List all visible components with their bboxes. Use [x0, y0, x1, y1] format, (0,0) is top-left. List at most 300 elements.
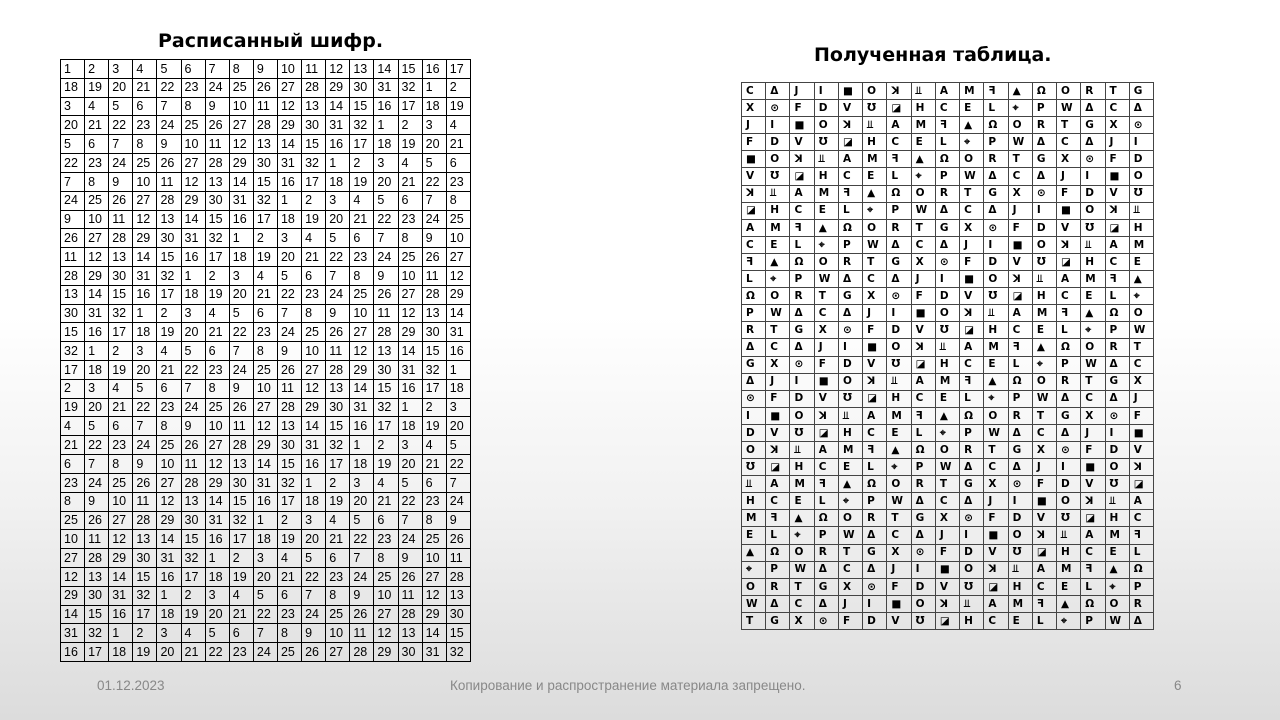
table-cell: 13	[157, 210, 181, 229]
table-cell: 9	[61, 210, 85, 229]
table-cell: 4	[398, 154, 422, 173]
table-cell: 32	[181, 549, 205, 568]
table-cell: 14	[350, 379, 374, 398]
table-cell: 29	[205, 473, 229, 492]
symbol-cell: X	[1057, 151, 1081, 168]
table-row	[742, 236, 1154, 253]
symbol-cell: C	[814, 459, 838, 476]
symbol-cell: C	[960, 356, 984, 373]
table-cell: 24	[253, 643, 277, 662]
table-cell: 9	[133, 455, 157, 474]
table-row	[742, 271, 1154, 288]
table-cell: 28	[302, 78, 326, 97]
symbol-cell: T	[1008, 151, 1032, 168]
table-cell: 20	[133, 361, 157, 380]
table-cell: 12	[277, 97, 301, 116]
symbol-cell: P	[790, 271, 814, 288]
table-cell: 32	[109, 304, 133, 323]
table-cell: 21	[157, 361, 181, 380]
symbol-cell: P	[1081, 612, 1105, 629]
symbol-cell: ꓘ	[1105, 202, 1129, 219]
table-cell: 3	[446, 398, 470, 417]
table-cell: 26	[374, 285, 398, 304]
table-cell: 30	[61, 304, 85, 323]
symbol-cell: ⊙	[863, 578, 887, 595]
symbol-cell: A	[790, 185, 814, 202]
symbol-cell: ⊙	[911, 544, 935, 561]
symbol-cell: L	[1129, 544, 1153, 561]
symbol-cell: F	[766, 390, 790, 407]
symbol-cell: ꓘ	[911, 339, 935, 356]
table-cell: 23	[181, 78, 205, 97]
symbol-cell: R	[960, 441, 984, 458]
symbol-cell: ⫫	[838, 407, 862, 424]
table-cell: 17	[253, 210, 277, 229]
table-cell: 25	[350, 285, 374, 304]
table-cell: 18	[229, 248, 253, 267]
symbol-cell: ꓘ	[1129, 459, 1153, 476]
symbol-cell: Ω	[984, 117, 1008, 134]
table-cell: 22	[229, 323, 253, 342]
table-cell: 28	[446, 567, 470, 586]
table-cell: 11	[205, 135, 229, 154]
table-cell: 32	[326, 436, 350, 455]
symbol-cell: Δ	[766, 595, 790, 612]
symbol-cell: R	[887, 219, 911, 236]
symbol-cell: H	[1008, 578, 1032, 595]
table-row	[61, 248, 471, 267]
table-cell: 17	[157, 285, 181, 304]
table-cell: 27	[326, 643, 350, 662]
symbol-cell: H	[1129, 219, 1153, 236]
symbol-cell: W	[911, 202, 935, 219]
symbol-cell: L	[1057, 322, 1081, 339]
table-cell: 26	[109, 191, 133, 210]
table-cell: 22	[157, 78, 181, 97]
symbol-cell: T	[1129, 339, 1153, 356]
table-cell: 8	[350, 266, 374, 285]
symbol-cell: ■	[1057, 202, 1081, 219]
table-cell: 21	[326, 530, 350, 549]
symbol-cell: Ω	[766, 544, 790, 561]
table-row	[742, 476, 1154, 493]
symbol-cell: L	[838, 202, 862, 219]
symbol-cell: Ʊ	[1032, 253, 1056, 270]
symbol-cell: Δ	[1057, 424, 1081, 441]
symbol-cell: ▲	[911, 151, 935, 168]
symbol-cell: L	[766, 527, 790, 544]
table-cell: 4	[181, 624, 205, 643]
symbol-cell: ⊙	[790, 356, 814, 373]
symbol-cell: Δ	[814, 561, 838, 578]
symbol-cell: R	[1032, 117, 1056, 134]
table-cell: 12	[109, 530, 133, 549]
symbol-cell: J	[935, 527, 959, 544]
table-cell: 13	[374, 342, 398, 361]
table-cell: 8	[446, 191, 470, 210]
table-cell: 11	[133, 492, 157, 511]
symbol-cell: ꓘ	[1032, 527, 1056, 544]
table-cell: 17	[61, 361, 85, 380]
table-cell: 26	[85, 511, 109, 530]
symbol-cell: ꓘ	[814, 407, 838, 424]
symbol-cell: R	[1008, 407, 1032, 424]
table-cell: 27	[422, 567, 446, 586]
symbol-cell: I	[887, 305, 911, 322]
table-row	[742, 527, 1154, 544]
table-cell: 11	[398, 586, 422, 605]
table-cell: 4	[374, 473, 398, 492]
symbol-cell: O	[742, 578, 766, 595]
table-cell: 22	[302, 567, 326, 586]
symbol-cell: P	[935, 168, 959, 185]
table-cell: 30	[109, 266, 133, 285]
table-cell: 16	[157, 567, 181, 586]
symbol-cell: R	[863, 510, 887, 527]
symbol-cell: ■	[1129, 424, 1153, 441]
symbol-cell: O	[790, 407, 814, 424]
table-cell: 30	[181, 511, 205, 530]
symbol-cell: M	[911, 117, 935, 134]
table-cell: 30	[253, 154, 277, 173]
symbol-cell: ⌖	[838, 493, 862, 510]
symbol-cell: Ω	[887, 185, 911, 202]
symbol-cell: Ʊ	[935, 322, 959, 339]
table-cell: 29	[181, 191, 205, 210]
symbol-cell: O	[911, 185, 935, 202]
symbol-cell: T	[960, 185, 984, 202]
symbol-cell: M	[766, 219, 790, 236]
symbol-cell: ꟻ	[1032, 595, 1056, 612]
table-cell: 9	[398, 549, 422, 568]
symbol-cell: Δ	[1105, 356, 1129, 373]
symbol-cell: ◪	[766, 459, 790, 476]
table-cell: 19	[350, 172, 374, 191]
symbol-cell: Δ	[935, 202, 959, 219]
symbol-cell: ⌖	[935, 424, 959, 441]
symbol-cell: W	[887, 493, 911, 510]
table-row	[61, 97, 471, 116]
symbol-cell: V	[911, 322, 935, 339]
table-cell: 24	[398, 530, 422, 549]
symbol-cell: ■	[935, 561, 959, 578]
symbol-cell: J	[742, 117, 766, 134]
symbol-cell: G	[838, 288, 862, 305]
table-row	[742, 373, 1154, 390]
table-cell: 4	[253, 266, 277, 285]
table-cell: 25	[229, 78, 253, 97]
table-cell: 29	[422, 605, 446, 624]
table-cell: 18	[157, 605, 181, 624]
symbol-cell: ◪	[911, 356, 935, 373]
symbol-cell: O	[1081, 202, 1105, 219]
symbol-cell: O	[1081, 339, 1105, 356]
table-cell: 32	[374, 398, 398, 417]
symbol-cell: C	[1129, 356, 1153, 373]
table-cell: 23	[374, 530, 398, 549]
table-cell: 6	[398, 191, 422, 210]
table-cell: 21	[302, 248, 326, 267]
table-cell: 8	[277, 624, 301, 643]
table-cell: 1	[229, 229, 253, 248]
table-row	[742, 288, 1154, 305]
symbol-cell: Ω	[1032, 83, 1056, 100]
symbol-cell: H	[887, 390, 911, 407]
symbol-cell: M	[790, 476, 814, 493]
table-cell: 6	[181, 60, 205, 79]
table-cell: 30	[422, 323, 446, 342]
table-cell: 11	[181, 455, 205, 474]
table-cell: 6	[205, 342, 229, 361]
symbol-cell: M	[1129, 236, 1153, 253]
symbol-cell: D	[984, 253, 1008, 270]
symbol-cell: Ʊ	[1057, 510, 1081, 527]
symbol-cell: H	[1105, 510, 1129, 527]
footer-copyright: Копирование и распространение материала запрещено.	[450, 678, 806, 693]
symbol-cell: ⊙	[935, 253, 959, 270]
table-cell: 1	[109, 624, 133, 643]
symbol-cell: ꟻ	[887, 151, 911, 168]
table-cell: 3	[109, 60, 133, 79]
table-cell: 10	[398, 266, 422, 285]
symbol-cell: J	[960, 236, 984, 253]
table-cell: 11	[302, 60, 326, 79]
table-cell: 29	[374, 643, 398, 662]
symbol-cell: Δ	[911, 527, 935, 544]
left-panel-title: Расписанный шифр.	[158, 30, 384, 52]
table-cell: 27	[85, 229, 109, 248]
symbol-cell: Ʊ	[766, 168, 790, 185]
symbol-cell: G	[935, 219, 959, 236]
symbol-cell: O	[838, 373, 862, 390]
table-cell: 21	[253, 285, 277, 304]
table-cell: 20	[374, 172, 398, 191]
table-row	[742, 612, 1154, 629]
table-cell: 18	[181, 285, 205, 304]
symbol-cell: P	[742, 305, 766, 322]
symbol-cell: V	[1105, 185, 1129, 202]
symbol-cell: X	[935, 510, 959, 527]
table-cell: 22	[85, 436, 109, 455]
table-row	[61, 492, 471, 511]
symbol-cell: P	[838, 236, 862, 253]
symbol-cell: I	[863, 595, 887, 612]
symbol-cell: ꓘ	[838, 117, 862, 134]
symbol-cell: ◪	[1081, 510, 1105, 527]
table-cell: 31	[326, 116, 350, 135]
table-cell: 8	[229, 60, 253, 79]
symbol-cell: E	[1105, 544, 1129, 561]
symbol-cell: O	[814, 253, 838, 270]
symbol-cell: ⊙	[742, 390, 766, 407]
table-cell: 7	[277, 304, 301, 323]
symbol-cell: ■	[887, 595, 911, 612]
table-cell: 15	[157, 248, 181, 267]
table-cell: 1	[181, 266, 205, 285]
symbol-cell: ⌖	[911, 168, 935, 185]
symbol-cell: W	[1032, 390, 1056, 407]
symbol-cell: C	[911, 390, 935, 407]
table-cell: 31	[398, 361, 422, 380]
table-cell: 1	[205, 549, 229, 568]
table-cell: 3	[85, 379, 109, 398]
table-cell: 9	[302, 624, 326, 643]
table-cell: 7	[446, 473, 470, 492]
table-cell: 22	[61, 154, 85, 173]
table-cell: 12	[157, 492, 181, 511]
table-cell: 21	[350, 210, 374, 229]
symbol-cell: T	[1081, 373, 1105, 390]
symbol-cell: W	[984, 424, 1008, 441]
table-cell: 13	[277, 417, 301, 436]
table-cell: 16	[205, 530, 229, 549]
symbol-cell: R	[984, 151, 1008, 168]
table-cell: 13	[133, 530, 157, 549]
symbol-cell: R	[1129, 595, 1153, 612]
table-cell: 14	[109, 567, 133, 586]
table-cell: 26	[157, 154, 181, 173]
symbol-cell: D	[887, 322, 911, 339]
table-cell: 9	[374, 266, 398, 285]
table-cell: 8	[61, 492, 85, 511]
symbol-cell: O	[960, 151, 984, 168]
table-cell: 1	[374, 116, 398, 135]
table-cell: 12	[446, 266, 470, 285]
symbol-cell: F	[887, 578, 911, 595]
table-cell: 3	[326, 191, 350, 210]
symbol-cell: W	[1057, 100, 1081, 117]
symbol-cell: M	[838, 441, 862, 458]
symbol-cell: L	[814, 493, 838, 510]
table-cell: 25	[181, 116, 205, 135]
symbol-cell: R	[911, 476, 935, 493]
table-cell: 29	[133, 229, 157, 248]
symbol-cell: O	[911, 595, 935, 612]
table-cell: 29	[253, 436, 277, 455]
symbol-cell: O	[1129, 168, 1153, 185]
symbol-cell: ꓘ	[863, 373, 887, 390]
table-cell: 4	[133, 60, 157, 79]
symbol-cell: Δ	[1008, 459, 1032, 476]
table-row	[61, 135, 471, 154]
table-cell: 10	[326, 624, 350, 643]
table-cell: 21	[229, 605, 253, 624]
table-row	[61, 154, 471, 173]
symbol-cell: C	[790, 202, 814, 219]
table-cell: 7	[398, 511, 422, 530]
table-cell: 16	[350, 417, 374, 436]
table-cell: 28	[350, 643, 374, 662]
symbol-cell: I	[960, 527, 984, 544]
table-cell: 2	[350, 154, 374, 173]
symbol-cell: M	[984, 339, 1008, 356]
table-cell: 7	[157, 97, 181, 116]
table-cell: 9	[229, 379, 253, 398]
table-cell: 23	[326, 567, 350, 586]
table-cell: 7	[229, 342, 253, 361]
symbol-cell: F	[1129, 407, 1153, 424]
symbol-cell: F	[742, 134, 766, 151]
symbol-cell: C	[1032, 578, 1056, 595]
table-cell: 28	[205, 154, 229, 173]
table-row	[742, 493, 1154, 510]
table-cell: 29	[398, 323, 422, 342]
numeric-cipher-table	[60, 59, 471, 662]
table-cell: 27	[109, 511, 133, 530]
table-cell: 19	[326, 492, 350, 511]
symbol-cell: A	[838, 151, 862, 168]
table-cell: 30	[85, 586, 109, 605]
table-cell: 29	[326, 78, 350, 97]
symbol-cell: ⫫	[1008, 561, 1032, 578]
table-cell: 8	[157, 417, 181, 436]
table-cell: 3	[277, 229, 301, 248]
symbol-cell: O	[1105, 459, 1129, 476]
symbol-cell: C	[984, 459, 1008, 476]
table-cell: 24	[350, 567, 374, 586]
table-cell: 25	[277, 643, 301, 662]
symbol-cell: J	[1105, 134, 1129, 151]
symbol-cell: F	[838, 612, 862, 629]
table-cell: 5	[181, 342, 205, 361]
table-cell: 11	[277, 379, 301, 398]
symbol-cell: Ʊ	[984, 288, 1008, 305]
table-cell: 26	[398, 567, 422, 586]
table-cell: 8	[133, 135, 157, 154]
symbol-cell: I	[984, 236, 1008, 253]
symbol-cell: O	[1057, 83, 1081, 100]
table-row	[742, 390, 1154, 407]
symbol-cell: M	[814, 185, 838, 202]
symbol-cell: H	[742, 493, 766, 510]
symbol-cell: ⌖	[960, 134, 984, 151]
symbol-cell: A	[766, 476, 790, 493]
symbol-cell: M	[960, 83, 984, 100]
table-cell: 27	[302, 361, 326, 380]
table-cell: 12	[253, 417, 277, 436]
table-cell: 13	[109, 248, 133, 267]
symbol-cell: ⊙	[984, 219, 1008, 236]
symbol-cell: D	[838, 356, 862, 373]
symbol-cell: Δ	[1032, 168, 1056, 185]
table-cell: 1	[446, 361, 470, 380]
table-cell: 21	[133, 78, 157, 97]
table-cell: 2	[422, 398, 446, 417]
table-row	[61, 379, 471, 398]
symbol-cell: O	[1057, 493, 1081, 510]
table-cell: 5	[253, 586, 277, 605]
table-cell: 5	[133, 379, 157, 398]
symbol-cell: ■	[742, 151, 766, 168]
table-cell: 17	[374, 417, 398, 436]
symbol-cell: G	[1129, 83, 1153, 100]
table-cell: 16	[398, 379, 422, 398]
table-row	[742, 459, 1154, 476]
table-cell: 14	[157, 530, 181, 549]
symbol-cell: J	[1129, 390, 1153, 407]
table-cell: 23	[61, 473, 85, 492]
table-row	[742, 253, 1154, 270]
symbol-cell: Δ	[1057, 390, 1081, 407]
symbol-cell: L	[742, 271, 766, 288]
table-cell: 29	[446, 285, 470, 304]
table-cell: 7	[109, 135, 133, 154]
symbol-cell: C	[814, 305, 838, 322]
symbol-cell: G	[766, 612, 790, 629]
table-cell: 19	[398, 135, 422, 154]
table-cell: 22	[446, 455, 470, 474]
symbol-cell: ꓘ	[1057, 236, 1081, 253]
